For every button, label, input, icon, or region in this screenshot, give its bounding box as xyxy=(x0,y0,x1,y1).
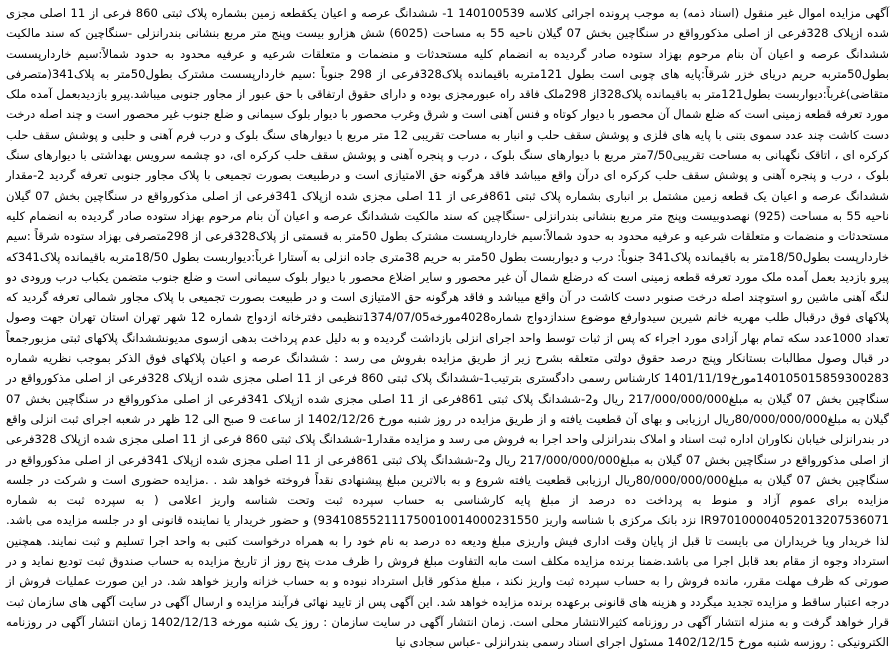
notice-body-text: آگهی مزایده اموال غیر منقول (اسناد ذمه) به موجب پرونده اجرائی کلاسه 140100539 1- ششدانگ عرصه و اعیان یکقطعه زمین بشماره پلاک ثبتی 860 فرعی از 11 اصلی مجزی شده ازپلاک 328فرعی از اصلی مذکورواقع در سنگاچین بخش 07 گیلان ناحیه 55 به مساحت (6025) شش هزارو بیست وپنج متر مربع بنشانی بندرانزلی -سنگاچین که سند مالکیت ششدانگ عرصه و اعیان آن بنام مرحوم بهزاد ستوده صادر گردیده به انضمام کلیه مستحدثات و منضمات و متعلقات شرعیه و عرفیه محدود به حدود شمالاً:سیم خاردارپسست بطول50متربه حریم دریای خزر شرقاً:پایه های چوبی است بطول 121متربه باقیمانده پلاک328فرعی از 298 جنوباً :سیم خاردارپسست مشترک بطول50متر به پلاک341(متصرفی متقاضی)غرباً:دیواربست بطول121متر به باقیمانده پلاک328از 298ملک فاقد راه عبورمجزی بوده و دارای حقوق ارتفاقی با حق عبور از مجاور جنوبی میباشد.پیرو بازدیدبعمل آمده ملک مورد تعرفه قطعه زمینی است که ضلع شمال آن محصور با دیوار کوتاه و فنس آهنی است و شرق وغرب محصور با دیوار بلوک سیمانی و ضلع جنوب غیر محصور است و چند اصله درخت دست کاشت چند عدد سموی بتنی با پایه های فلزی و پوشش سقف حلب و انبار به مساحت تقریبی 12 متر مربع با دیوارهای سنگ بلوک و درب فرم آهنی و حلبی و پوشش سقف حلب کرکره ای ، اتاقک نگهبانی به مساحت تقریبی7/50متر مربع با دیوارهای سنگ بلوک ، درب و پنجره آهنی و پوشش سقف حلب کرکره ای، دو چشمه سرویس بهداشتی با دیوارهای سنگ بلوک ، درب و پنجره آهنی و پوشش سقف حلب کرکره ای درآن واقع میباشد فاقد هرگونه حق الامتیازی است و درطبیعت بصورت تجمیعی با پلاک مجاور جنوبی تعرفه گردید 2-مقدار ششدانگ عرصه و اعیان یک قطعه زمین مشتمل بر انباری بشماره پلاک ثبتی 861فرعی از 11 اصلی مجزی شده ازپلاک 341فرعی از اصلی مذکورواقع در سنگاچین بخش 07 گیلان ناحیه 55 به مساحت (925) نهصدوبیست وپنج متر مربع بنشانی بندرانزلی -سنگاچین که سند مالکیت ششدانگ عرصه و اعیان آن بنام مرحوم بهزاد ستوده صادر گردیده به انضمام کلیه مستحدثات و منضمات و متعلقات شرعیه و عرفیه محدود به حدود شمالاً:سیم خاردارپسست مشترک بطول 50متر به قسمتی از پلاک328فرعی از 298متصرفی بهزاد ستوده شرقاً :سیم خاردارپست بطول18/50متر به باقیمانده پلاک341 جنوباً: درب و دیواربست بطول 50متر به حریم 38متری جاده انزلی به آستارا غرباً:دیواربست بطول 18/50متربه باقیمانده پلاک341که پیرو بازدید بعمل آمده ملک مورد تعرفه قطعه زمینی است که درضلع شمال آن غیر محصور و سایر اضلاع محصور با دیوار بلوک سیمانی است و ضلع جنوب متضمن یکباب درب ورودی دو لنگه آهنی ماشین رو استوچند اصله درخت صنوبر دست کاشت در آن واقع میباشد و فاقد هرگونه حق الامتیازی است و در طبیعت بصورت تجمیعی با پلاک مجاور شمالی تعرفه گردید که پلاکهای فوق درقبال طلب مهریه خانم شیرین سیدوارفع موضوع سندازدواج شماره4028مورخه1374/07/05تنظیمی دفترخانه ازدواج شماره 12 شهر تهران استان تهران جهت وصول تعداد 1000عدد سکه تمام بهار آزادی مورد اجراء که پس از ثبات توسط واحد اجرای انزلی بازداشت گردیده و به دلیل عدم پرداخت بدهی ازسوی مدیونششدانگ پلاکهای ثبتی مزبورجمعاً در قبال وصول مطالبات بستانکار وپنج درصد حقوق دولتی متعلقه بشرح زیر از طریق مزایده بفروش می رسد : ششدانگ عرصه و اعیان پلاکهای فوق الذکر بموجب نظریه شماره 140105015859300283مورخ1401/11/19 کارشناس رسمی دادگستری بترتیب1-ششدانگ پلاک ثبتی 860 فرعی از 11 اصلی مجزی شده ازپلاک 328فرعی از اصلی مذکورواقع در سنگاچین بخش 07 گیلان به مبلغ217/000/000/000 ریال و2-ششدانگ پلاک ثبتی 861فرعی از 11 اصلی مجزی شده ازپلاک 341فرعی از اصلی مذکورواقع در سنگاچین بخش 07 گیلان به مبلغ80/000/000/000ریال ارزیابی و بهای آن قطعیت یافته و از طریق مزایده در روز شنبه مورخ 1402/12/26 از ساعت 9 صبح الی 12 ظهر در شعبه اجرای ثبت انزلی واقع در بندرانزلی خیابان نکاوران اداره ثبت اسناد و املاک بندرانزلی واحد اجرا به فروش می رسد و مزایده مقدار1-ششدانگ پلاک ثبتی 860 فرعی از 11 اصلی مجزی شده ازپلاک 328فرعی از اصلی مذکورواقع در سنگاچین بخش 07 گیلان به مبلغ217/000/000/000 ریال و2-ششدانگ پلاک ثبتی 861فرعی از 11 اصلی مجزی شده ازپلاک 341فرعی از اصلی مذکورواقع در سنگاچین بخش 07 گیلان به مبلغ80/000/000/000ریال ارزیابی قطعیت یافته شروع و به بالاترین مبلغ پیشنهادی نقداً فروخته خواهد شد . .مزایده حضوری است و شرکت در جلسه مزایده برای عموم آزاد و منوط به پرداخت ده درصد از مبلغ پایه کارشناسی به حساب سپرده ثبت وتحت شناسه واریز اعلامی ( به سپرده ثبت به شماره IR970100004052013207536071 نزد بانک مرکزی با شناسه واریز 934108552111750010014000231550) و حضور خریدار یا نماینده قانونی او در جلسه مزایده می باشد. لذا خریدار ویا خریداران می بایست تا قبل از پایان وقت اداری فیش واریزی مبلغ ودیعه ده درصد به نام خود را به همراه درخواست کتبی به واحد اجرا تسلیم و ثبت نمایند. همچنین استرداد وجوه از مقام بعد قابل اجرا می باشد.ضمنا برنده مزایده مکلف است مابه التفاوت مبلغ فروش را ظرف مدت پنج روز از تاریخ مزایده به حساب صندوق ثبت تودیع نماید و در صورتی که ظرف مهلت مقرر، مانده فروش را به حساب سپرده ثبت واریز نکند ، مبلغ مذکور قابل استرداد نبوده و به حساب خزانه واریز خواهد شد. در این صورت عملیات فروش از درجه اعتبار ساقط و مزایده تجدید میگردد و هزینه های قانونی برعهده برنده مزایده خواهد شد. این آگهی پس از تایید نهائی فرآیند مزایده و ارسال آگهی در سایت آگهی های سازمان ثبت قرار خواهد گرفت و به منزله انتشار آگهی در روزنامه کثیرالانتشار محلی است. زمان انتشار آگهی در سایت سازمان : روز یک شنبه مورخه 1402/12/13 زمان انتشار آگهی در روزنامه الکترونیکی : روزسه شنبه مورخ 1402/12/15 مسئول اجرای اسناد رسمی بندرانزلی -عباس سجادی نیا xyxy=(6,6,890,650)
